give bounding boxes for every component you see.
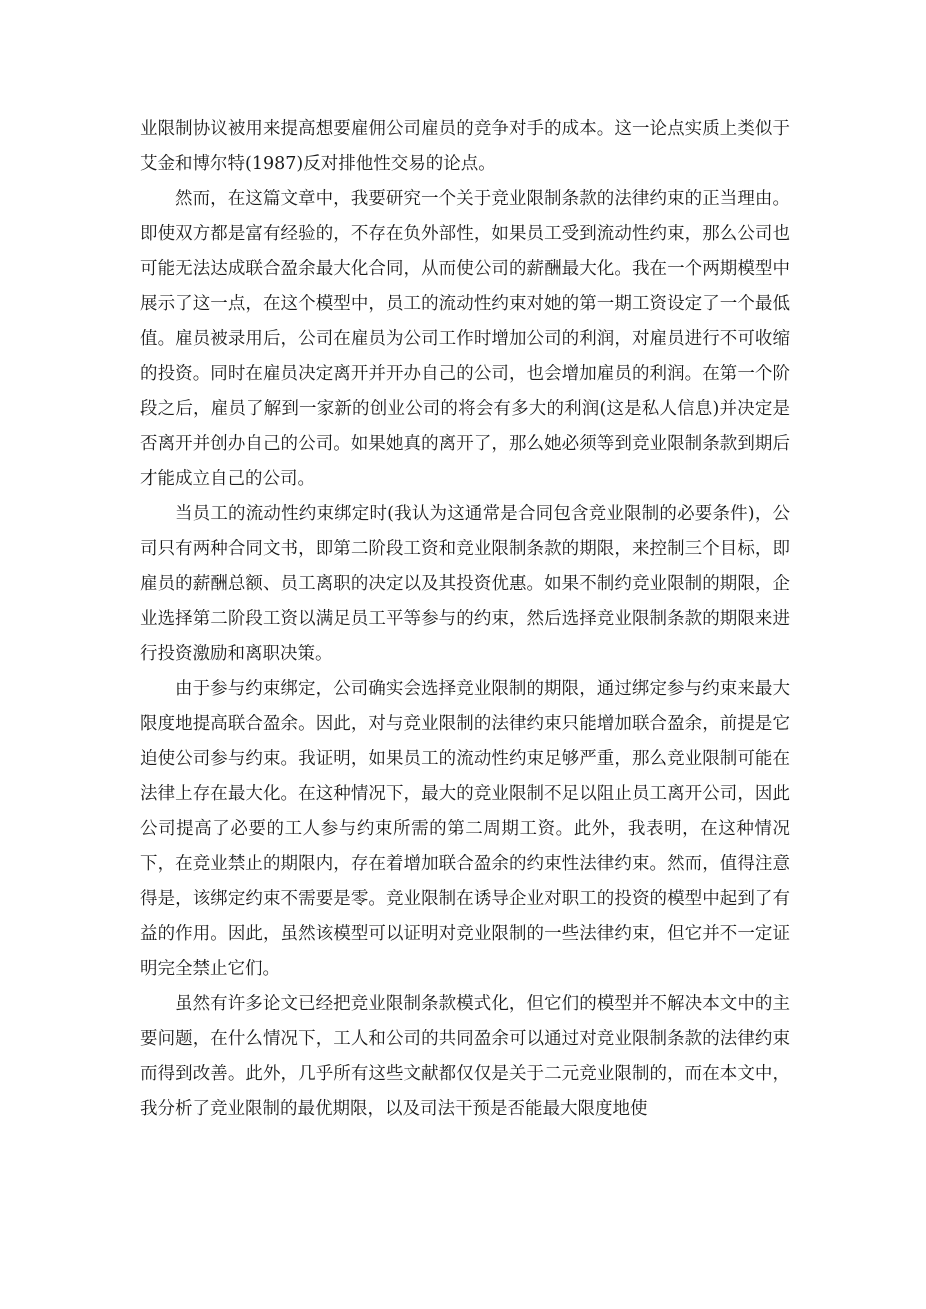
paragraph-continuation: 业限制协议被用来提高想要雇佣公司雇员的竞争对手的成本。这一论点实质上类似于艾金和博尔特(1987)反对排他性交易的论点。 [140,119,790,174]
paragraph-participation-constraint: 由于参与约束绑定，公司确实会选择竞业限制的期限，通过绑定参与约束来最大限度地提高联合盈余。因此，对与竞业限制的法律约束只能增加联合盈余，前提是它迫使公司参与约束。我证明，如果员工的流动性约束足够严重，那么竞业限制可能在法律上存在最大化。在这种情况下，最大的竞业限制不足以阻止员工离开公司，因此公司提高了必要的工人参与约束所需的第二周期工资。此外，我表明，在这种情况下，在竞业禁止的期限内，存在着增加联合盈余的约束性法律约束。然而，值得注意得是，该绑定约束不需要是零。竞业限制在诱导企业对职工的投资的模型中起到了有益的作用。因此，虽然该模型可以证明对竞业限制的一些法律约束，但它并不一定证明完全禁止它们。 [140,679,790,979]
document-body [140,112,790,1127]
paragraph-justification: 然而，在这篇文章中，我要研究一个关于竞业限制条款的法律约束的正当理由。即使双方都是富有经验的，不存在负外部性，如果员工受到流动性约束，那么公司也可能无法达成联合盈余最大化合同，从而使公司的薪酬最大化。我在一个两期模型中展示了这一点，在这个模型中，员工的流动性约束对她的第一期工资设定了一个最低值。雇员被录用后，公司在雇员为公司工作时增加公司的利润，对雇员进行不可收缩的投资。同时在雇员决定离开并开办自己的公司，也会增加雇员的利润。在第一个阶段之后，雇员了解到一家新的创业公司的将会有多大的利润(这是私人信息)并决定是否离开并创办自己的公司。如果她真的离开了，那么她必须等到竞业限制条款到期后才能成立自己的公司。 [140,189,790,489]
paragraph-literature: 虽然有许多论文已经把竞业限制条款模式化，但它们的模型并不解决本文中的主要问题，在什么情况下，工人和公司的共同盈余可以通过对竞业限制条款的法律约束而得到改善。此外，几乎所有这些文献都仅仅是关于二元竞业限制的，而在本文中，我分析了竞业限制的最优期限，以及司法干预是否能最大限度地使 [140,994,790,1119]
paragraph-liquidity-constraint: 当员工的流动性约束绑定时(我认为这通常是合同包含竞业限制的必要条件)，公司只有两种合同文书，即第二阶段工资和竞业限制条款的期限，来控制三个目标，即雇员的薪酬总额、员工离职的决定以及其投资优惠。如果不制约竞业限制的期限，企业选择第二阶段工资以满足员工平等参与的约束，然后选择竞业限制条款的期限来进行投资激励和离职决策。 [140,504,790,664]
